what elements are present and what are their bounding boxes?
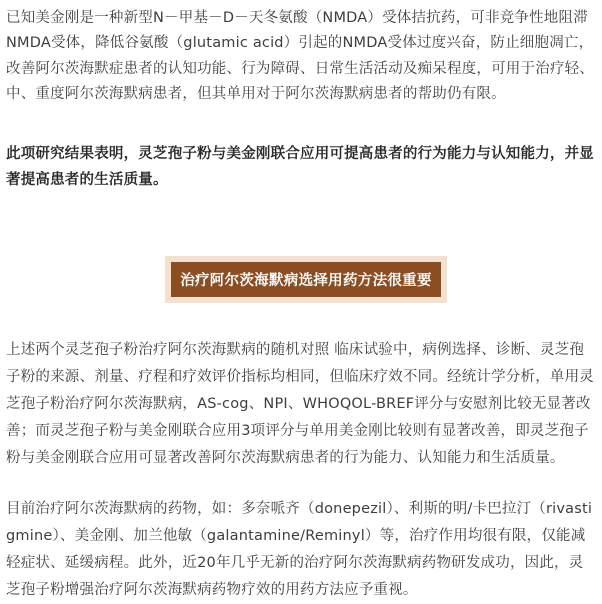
paragraph-current-drugs: 目前治疗阿尔茨海默病的药物，如：多奈哌齐（donepezil）、利斯的明/卡巴拉汀（rivastigmine）、美金刚、加兰他敏（galantamine/Reminyl）等，治疗作用均很有限，仅能减轻症状、延缓病程。此外，近20年几乎无新的治疗阿尔茨海默病药物研发成功，因此，灵芝孢子粉增强治疗阿尔茨海默病药物疗效的用药方法应予重视。	[6, 501, 593, 598]
section-banner-frame	[165, 256, 447, 303]
paragraph-clinical-trials: 上述两个灵芝孢子粉治疗阿尔茨海默病的随机对照 临床试验中，病例选择、诊断、灵芝孢子粉的来源、剂量、疗程和疗效评价指标均相同，但临床疗效不同。经统计学分析，单用灵芝孢子粉治疗阿尔茨海默病，AS-cog、NPI、WHOQOL-BREF评分与安慰剂比较无显著改善；而灵芝孢子粉与美金刚联合应用3项评分与单用美金刚比较则有显著改善，即灵芝孢子粉与美金刚联合应用可显著改善阿尔茨海默病患者的行为能力、认知能力和生活质量。	[6, 342, 594, 466]
section-banner-title: 治疗阿尔茨海默病选择用药方法很重要	[171, 262, 441, 297]
paragraph-study-conclusion: 此项研究结果表明，灵芝孢子粉与美金刚联合应用可提高患者的行为能力与认知能力，并显著提高患者的生活质量。	[6, 146, 594, 188]
paragraph-memantine-intro: 已知美金刚是一种新型N－甲基－D－天冬氨酸（NMDA）受体拮抗药，可非竞争性地阻滞NMDA受体，降低谷氨酸（glutamic acid）引起的NMDA受体过度兴奋，防止细胞凋亡，改善阿尔茨海默症患者的认知功能、行为障碍、日常生活活动及痴呆程度，可用于治疗轻、中、重度阿尔茨海默病患者，但其单用对于阿尔茨海默病患者的帮助仍有限。	[6, 10, 594, 103]
